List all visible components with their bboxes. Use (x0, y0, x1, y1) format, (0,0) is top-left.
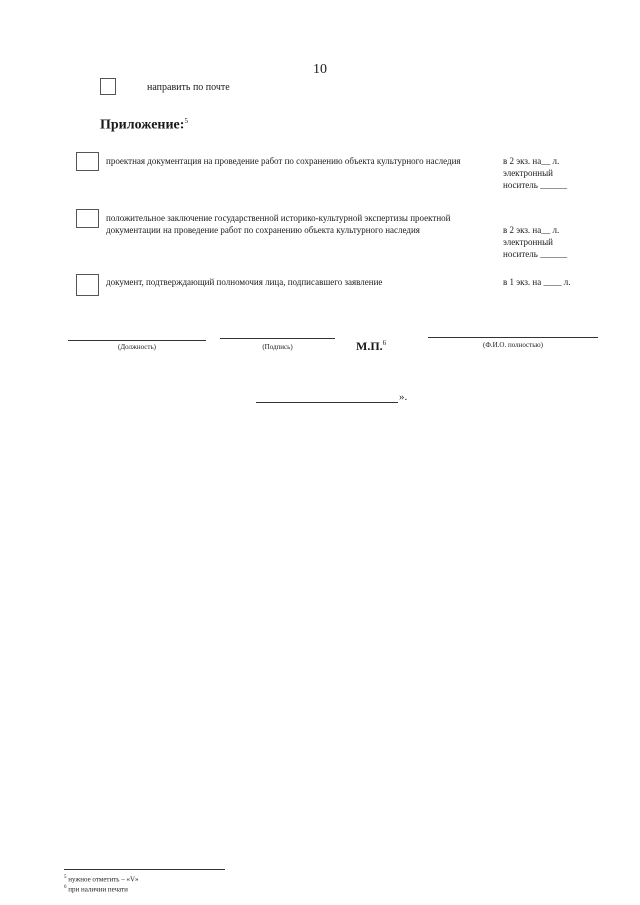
attachment-2-copies-line2: электронный (503, 237, 553, 247)
attachment-2-copies-line1: в 2 экз. на__ л. (503, 225, 560, 235)
footnote-5-number: 5 (64, 875, 67, 880)
attachment-1-text: проектная документация на проведение работ по сохранению объекта культурного наследия (106, 156, 461, 166)
footnote-6 (64, 883, 128, 894)
heading-footnote-ref: 5 (184, 117, 188, 125)
stamp-label-text: М.П. (356, 339, 383, 353)
stamp-footnote-ref: 6 (382, 339, 387, 347)
footnote-rule (64, 869, 225, 870)
attachment-2-checkbox[interactable] (76, 209, 99, 228)
name-line[interactable] (428, 337, 598, 338)
attachment-3-checkbox[interactable] (76, 274, 99, 296)
signature-label: (Подпись) (262, 343, 293, 351)
attachment-1-copies (503, 155, 593, 191)
attachment-2-text: положительное заключение государственной историко-культурной экспертизы проектной документации на проведение работ по сохранению объекта культурного наследия (106, 213, 451, 235)
footnote-6-text: при наличии печати (68, 885, 128, 894)
attachment-1-checkbox[interactable] (76, 152, 99, 171)
footnote-5-text: нужное отметить – «V» (68, 875, 139, 884)
stamp-label (356, 339, 386, 354)
footnote-6-number: 6 (64, 885, 67, 890)
attachment-3-copies (503, 276, 593, 288)
date-line[interactable] (256, 402, 398, 403)
mail-option-checkbox[interactable] (100, 78, 116, 95)
attachment-3-copies-line1: в 1 экз. на ____ л. (503, 277, 571, 287)
attachment-3-text: документ, подтверждающий полномочия лица, подписавшего заявление (106, 277, 383, 287)
attachments-heading (100, 117, 188, 134)
attachment-1-copies-line3: носитель ______ (503, 180, 568, 190)
position-label: (Должность) (118, 343, 156, 351)
name-label: (Ф.И.О. полностью) (483, 341, 543, 349)
position-line[interactable] (68, 340, 206, 341)
mail-option-label: направить по почте (147, 82, 230, 93)
attachment-1-copies-line1: в 2 экз. на__ л. (503, 156, 560, 166)
attachment-2-copies-line3: носитель ______ (503, 249, 568, 259)
page-number: 10 (313, 62, 327, 77)
attachments-heading-text: Приложение: (100, 117, 185, 133)
signature-line[interactable] (220, 338, 335, 339)
attachment-2-copies (503, 224, 593, 260)
attachment-1-copies-line2: электронный (503, 168, 553, 178)
date-closing-quote: ». (399, 391, 408, 403)
